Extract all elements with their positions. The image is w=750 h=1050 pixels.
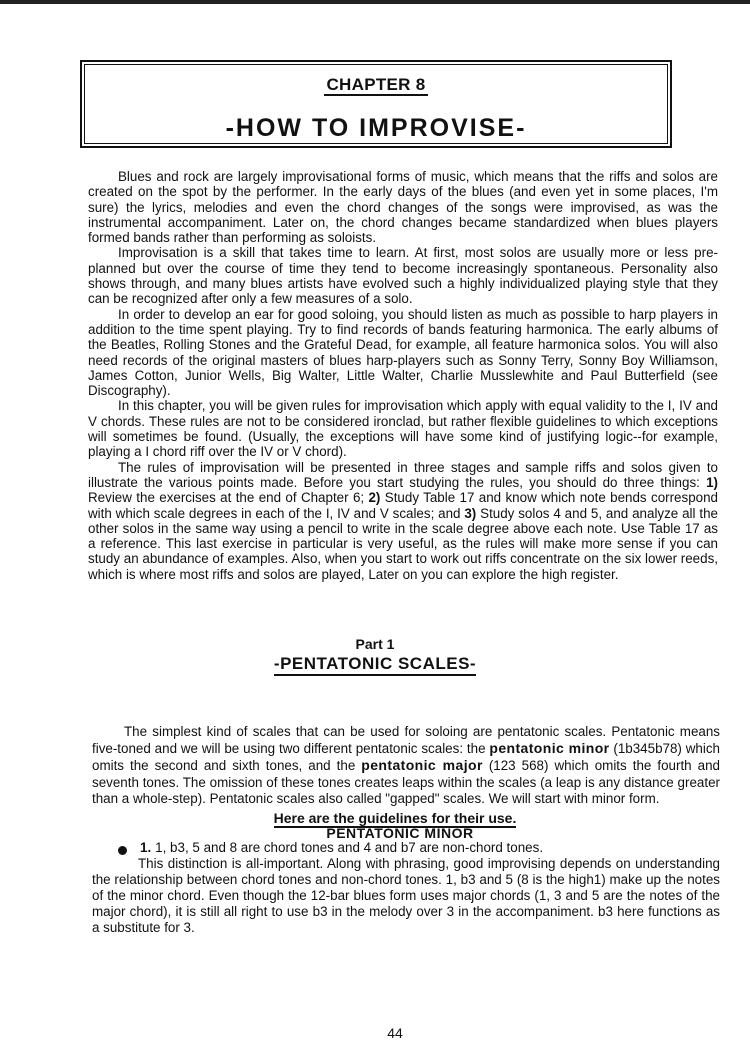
chapter-label: CHAPTER 8 — [326, 75, 426, 94]
chapter-title: -HOW TO IMPROVISE- — [225, 114, 527, 142]
pentatonic-paragraph: The simplest kind of scales that can be used for soloing are pentatonic scales. Pentatonic means five-toned and we will be using two different pentatonic scales: the pentatonic minor (1b345b78) which omits the second and sixth tones, and the pentatonic major (123 568) which omits the fourth and seventh tones. The omission of these tones creates leaps within the scales (a leap is any distance greater than a whole-step). Pentatonic scales also called "gapped" scales. We will start with minor form. — [92, 724, 720, 806]
rule-1: 1. 1, b3, 5 and 8 are chord tones and 4 and b7 are non-chord tones. — [140, 840, 544, 855]
paragraph: Blues and rock are largely improvisational forms of music, which means that the riffs and solos are created on the spot by the performer. In the early days of the blues (and even yet in some places, I'm sure) the lyrics, melodies and even the chord changes of the songs were improvised, as was the instrumental accompaniment. Later on, the chord changes became standardized when blues players formed bands rather than performing as soloists. — [88, 169, 718, 246]
chapter-header-box — [80, 60, 672, 148]
guidelines-heading: Here are the guidelines for their use. — [273, 810, 517, 826]
paragraph: The rules of improvisation will be presented in three stages and sample riffs and solos given to illustrate the various points made. Before you start studying the rules, you should do three things: 1) Review the exercises at the end of Chapter 6; 2) Study Table 17 and know which note bends correspond with which scale degrees in each of the I, IV and V scales; and 3) Study solos 4 and 5, and analyze all the other solos in the same way using a pencil to write in the scale degree above each note. Use Table 17 as a reference. This last exercise in particular is very useful, as the rules will make more sense if you can study an abundance of examples. Also, when you start to work out riffs concentrate on the six lower reeds, which is where most riffs and solos are played, Later on you can explore the high register. — [88, 459, 718, 582]
intro-text — [88, 169, 718, 582]
paragraph: Improvisation is a skill that takes time to learn. At first, most solos are usually more or less pre-planned but over the course of time they tend to become increasingly spontaneous. Personality also shows through, and many blues artists have evolved such a highly individualized playing style that they can be recognized after only a few measures of a solo. — [88, 245, 718, 307]
pentatonic-minor-heading: PENTATONIC MINOR — [326, 825, 474, 841]
bullet-icon — [118, 846, 127, 855]
paragraph: In order to develop an ear for good soloing, you should listen as much as possible to harp players in addition to the time spent playing. Try to find records of bands featuring harmonica. The early albums of the Beatles, Rolling Stones and the Grateful Dead, for example, all feature harmonica solos. You will also need records of the original masters of blues harp-players such as Sonny Terry, Sonny Boy Williamson, James Cotton, Junior Wells, Big Walter, Little Walter, Charlie Musslewhite and Paul Butterfield (see Discography). — [88, 306, 718, 399]
paragraph: In this chapter, you will be given rules for improvisation which apply with equal validity to the I, IV and V chords. These rules are not to be considered ironclad, but rather flexible guidelines to which exceptions will sometimes be found. (Usually, the exceptions will have some kind of justifying logic--for example, playing a I chord riff over the IV or V chord). — [88, 398, 718, 460]
part-title: -PENTATONIC SCALES- — [0, 654, 750, 674]
page-number: 44 — [387, 1025, 403, 1041]
rule-1-paragraph: This distinction is all-important. Along with phrasing, good improvising depends on understanding the relationship between chord tones and non-chord tones. 1, b3 and 5 (8 is the high1) make up the notes of the minor chord. Even though the 12-bar blues form uses major chords (1, 3 and 5 are the notes of the major chord), it is still all right to use b3 in the melody over 3 in the accompaniment. b3 here functions as a substitute for 3. — [92, 856, 720, 935]
part-label: Part 1 — [355, 636, 395, 652]
top-border-line — [0, 0, 750, 4]
